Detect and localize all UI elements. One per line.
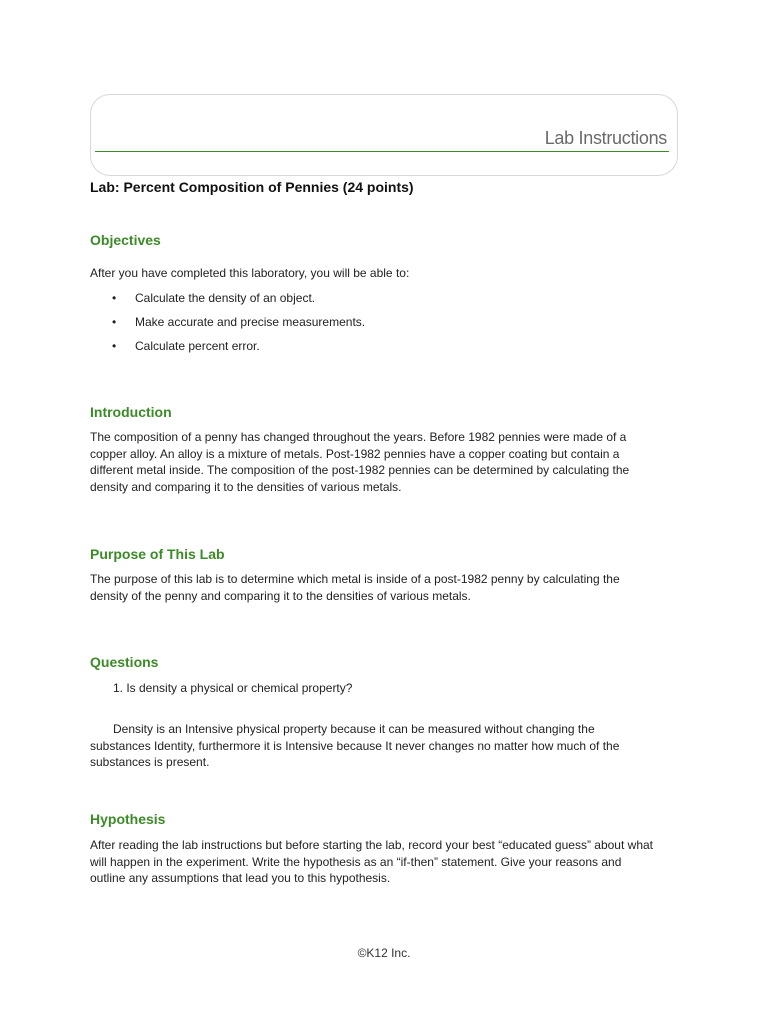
objective-text: Make accurate and precise measurements. (135, 315, 366, 329)
lab-title: Lab: Percent Composition of Pennies (24 points) (90, 179, 414, 195)
bullet-icon: • (112, 339, 117, 353)
bullet-icon: • (112, 291, 117, 305)
questions-heading: Questions (90, 654, 159, 670)
header-title: Lab Instructions (544, 128, 667, 148)
footer-copyright: ©K12 Inc. (357, 946, 411, 960)
hypothesis-text: After reading the lab instructions but before starting the lab, record your best “educated guess” about what will happen in the experiment. Write the hypothesis as an “if-then” statement. Give your reasons and outline any assumptions that lead you to this hypothesis. (90, 838, 653, 885)
list-item (112, 338, 365, 362)
purpose-text: The purpose of this lab is to determine which metal is inside of a post-1982 penny by calculating the density of the penny and comparing it to the densities of various metals. (90, 572, 620, 603)
list-item (112, 290, 365, 314)
objectives-list (112, 290, 365, 362)
objectives-heading: Objectives (90, 232, 161, 248)
bullet-icon: • (112, 315, 117, 329)
list-item (112, 314, 365, 338)
objective-text: Calculate the density of an object. (135, 291, 316, 305)
purpose-heading: Purpose of This Lab (90, 546, 225, 562)
introduction-text: The composition of a penny has changed throughout the years. Before 1982 pennies were made of a copper alloy. An alloy is a mixture of metals. Post-1982 pennies have a copper coating but contain a different metal inside. The composition of the post-1982 pennies can be determined by calculating the density and comparing it to the densities of various metals. (90, 430, 630, 494)
objective-text: Calculate percent error. (135, 339, 260, 353)
question-1-answer: Density is an Intensive physical property because it can be measured without changing the substances Identity, furthermore it is Intensive because It never changes no matter how much of the substances is present. (90, 722, 620, 769)
header-banner (90, 94, 678, 176)
question-1: 1. Is density a physical or chemical property? (113, 681, 353, 695)
objectives-intro: After you have completed this laboratory, you will be able to: (90, 266, 410, 280)
hypothesis-heading: Hypothesis (90, 811, 166, 827)
header-divider (95, 151, 669, 152)
introduction-heading: Introduction (90, 404, 172, 420)
